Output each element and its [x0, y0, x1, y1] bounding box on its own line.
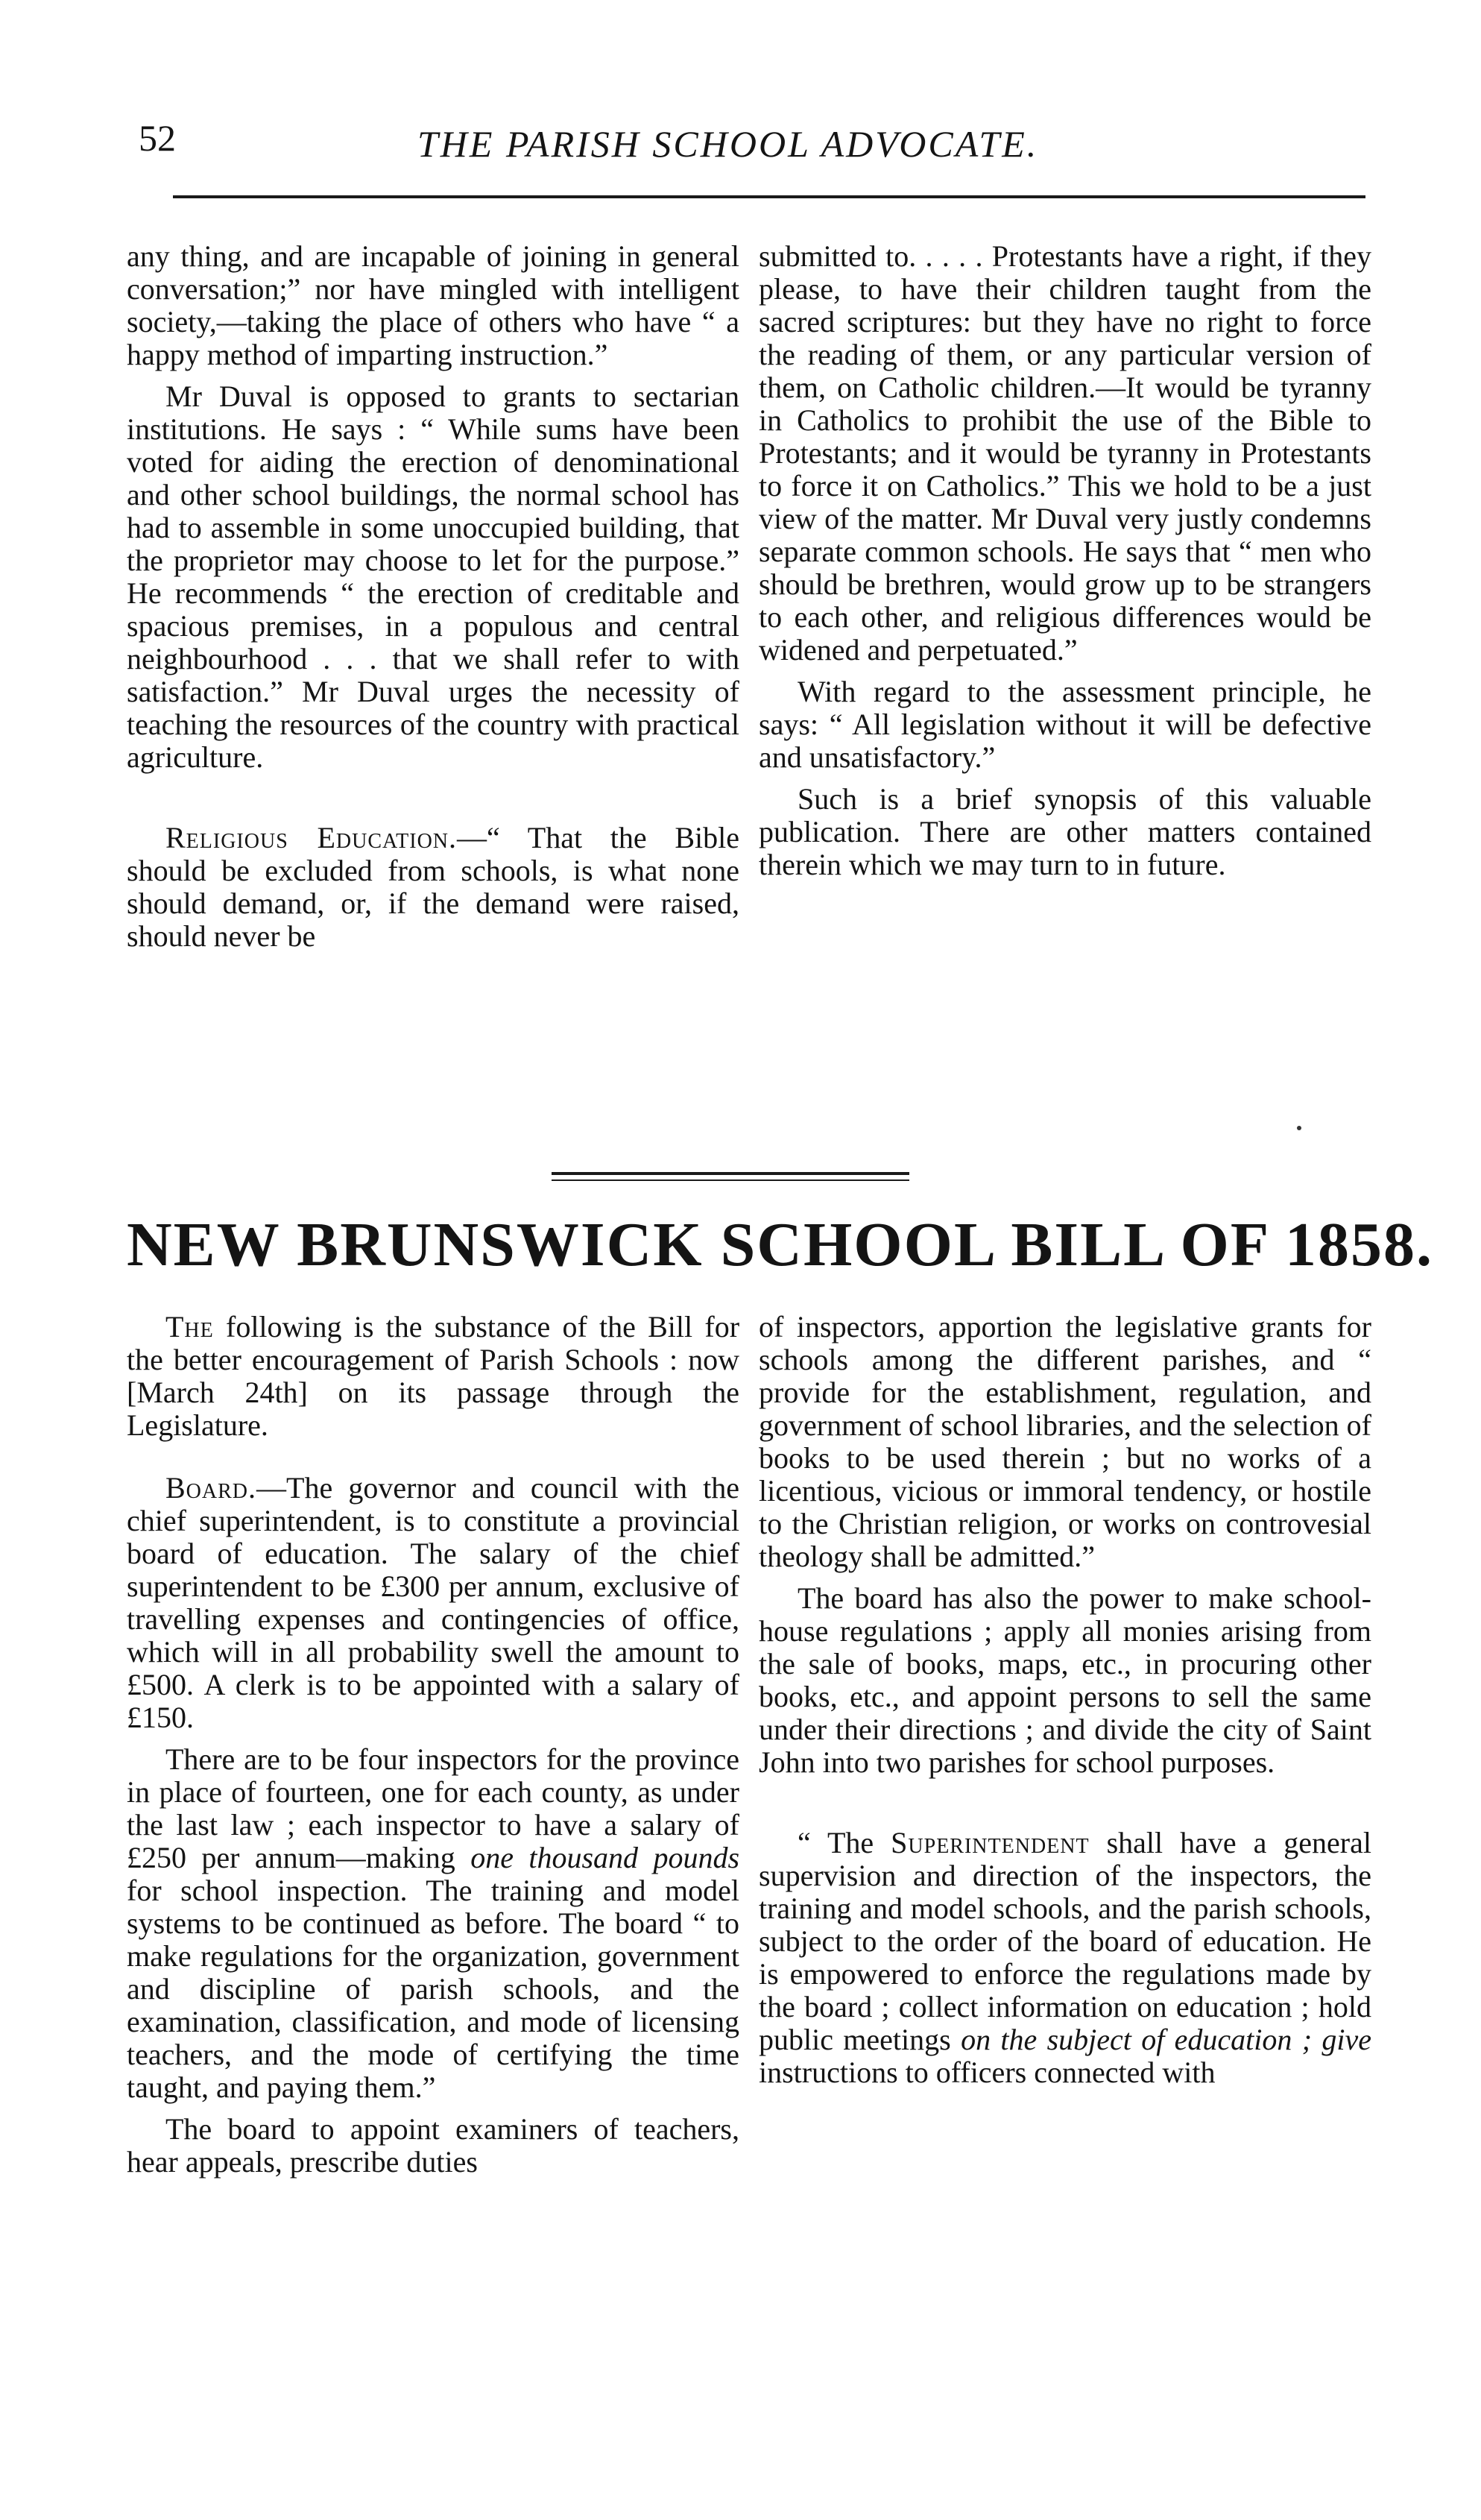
section-heading: NEW BRUNSWICK SCHOOL BILL OF 1858.: [127, 1210, 1434, 1279]
paragraph: Such is a brief synopsis of this valuable publication. There are other matters contained therein which we may turn to in future.: [759, 782, 1371, 881]
paragraph-text: There are to be four inspectors for the province in place of fourteen, one for each county, as under the last law ; each inspector to have a salary of £250 per annum—making: [127, 1742, 739, 1874]
print-speck: [1297, 1126, 1301, 1130]
paragraph: With regard to the assessment principle, he says: “ All legislation without it will be defective and unsatisfactory.”: [759, 675, 1371, 774]
paragraph: of inspectors, apportion the legislative grants for schools among the different parishes, and “ provide for the establishment, regulation, and government of school libraries, and the selection of books to be used therein ; but no works of a licentious, vicious or immoral tendency, or hostile to the Christian religion, or works on controvesial theology shall be admitted.”: [759, 1310, 1371, 1573]
paragraph: any thing, and are incapable of joining in general conversation;” nor have mingled with intelligent society,—taking the place of others who have “ a happy method of imparting instruction.”: [127, 239, 739, 371]
emphasis: on the subject of education ; give: [961, 2023, 1371, 2056]
paragraph-text: for school inspection. The training and model systems to be continued as before. The board “ to make regulations for the organization, government and discipline of parish schools, and the examination, classification, and mode of licensing teachers, and the mode of certifying the time taught, and paying them.”: [127, 1874, 739, 2104]
paragraph: [759, 1827, 1371, 2089]
paragraph-text: —“ That the Bible should be excluded from schools, is what none should demand, or, if the demand were raised, should never be: [127, 821, 739, 953]
section-rule-thin: [552, 1179, 909, 1181]
article-column-2: [759, 240, 1371, 890]
page-number: 52: [139, 117, 176, 159]
paragraph: Mr Duval is opposed to grants to sectarian institutions. He says : “ While sums have been voted for aiding the erection of denominational and other school buildings, the normal school has had to assemble in some unoccupied building, that the proprietor may choose to let for the purpose.” He recommends “ the erection of creditable and spacious premises, in a populous and central neighbourhood . . . that we shall refer to with satisfaction.” Mr Duval urges the necessity of teaching the resources of the country with practical agriculture.: [127, 379, 739, 774]
paragraph-text: following is the substance of the Bill for the better encouragement of Parish Schools : now [March 24th] on its passage through the Legislature.: [127, 1310, 740, 1442]
run-in-heading: Board.: [165, 1471, 257, 1505]
paragraph-text: shall have a general supervision and direction of the inspectors, the training and model schools, and the parish schools, subject to the order of the board of education. He is empowered to enforce the regulations made by the board ; collect information on education ; hold public meetings: [759, 1826, 1371, 2056]
article-column-3: [127, 1311, 739, 2187]
emphasis: one thousand pounds: [470, 1841, 740, 1874]
paragraph: submitted to. . . . . Protestants have a right, if they please, to have their children taught from the sacred scriptures: but they have no right to force the reading of them, or any particular version of them, on Catholic children.—It would be tyranny in Catholics to prohibit the use of the Bible to Protestants; and it would be tyranny in Protestants to force it on Catholics.” This we hold to be a just view of the matter. Mr Duval very justly condemns separate common schools. He says that “ men who should be brethren, would grow up to be strangers to each other, and religious differences would be widened and perpetuated.”: [759, 239, 1371, 667]
paragraph: [127, 822, 739, 953]
paragraph: The board to appoint examiners of teachers, hear appeals, prescribe duties: [127, 2112, 739, 2179]
run-in-heading: Religious Education.: [165, 821, 458, 854]
article-column-1: [127, 240, 739, 962]
paragraph: [127, 1311, 739, 1442]
lead-word: The: [165, 1310, 214, 1344]
running-title: THE PARISH SCHOOL ADVOCATE.: [417, 123, 1039, 165]
paragraph: The board has also the power to make school-house regulations ; apply all monies arising from the sale of books, maps, etc., in procuring other books, etc., and appoint persons to sell the same under their directions ; and divide the city of Saint John into two parishes for school purposes.: [759, 1581, 1371, 1779]
paragraph: [127, 1743, 739, 2104]
header-rule: [173, 195, 1365, 198]
section-rule: [552, 1172, 909, 1175]
paragraph-text: instructions to officers connected with: [759, 2056, 1216, 2089]
quote-open: “ The: [798, 1826, 874, 1859]
paragraph: [127, 1472, 739, 1734]
article-column-4: [759, 1311, 1371, 2098]
paragraph-text: —The governor and council with the chief superintendent, is to constitute a provincial board of education. The salary of the chief superintendent to be £300 per annum, exclusive of travelling expenses and contingencies of office, which will in all probability swell the amount to £500. A clerk is to be appointed with a salary of £150.: [127, 1471, 739, 1734]
run-in-heading: Superintendent: [891, 1826, 1090, 1859]
